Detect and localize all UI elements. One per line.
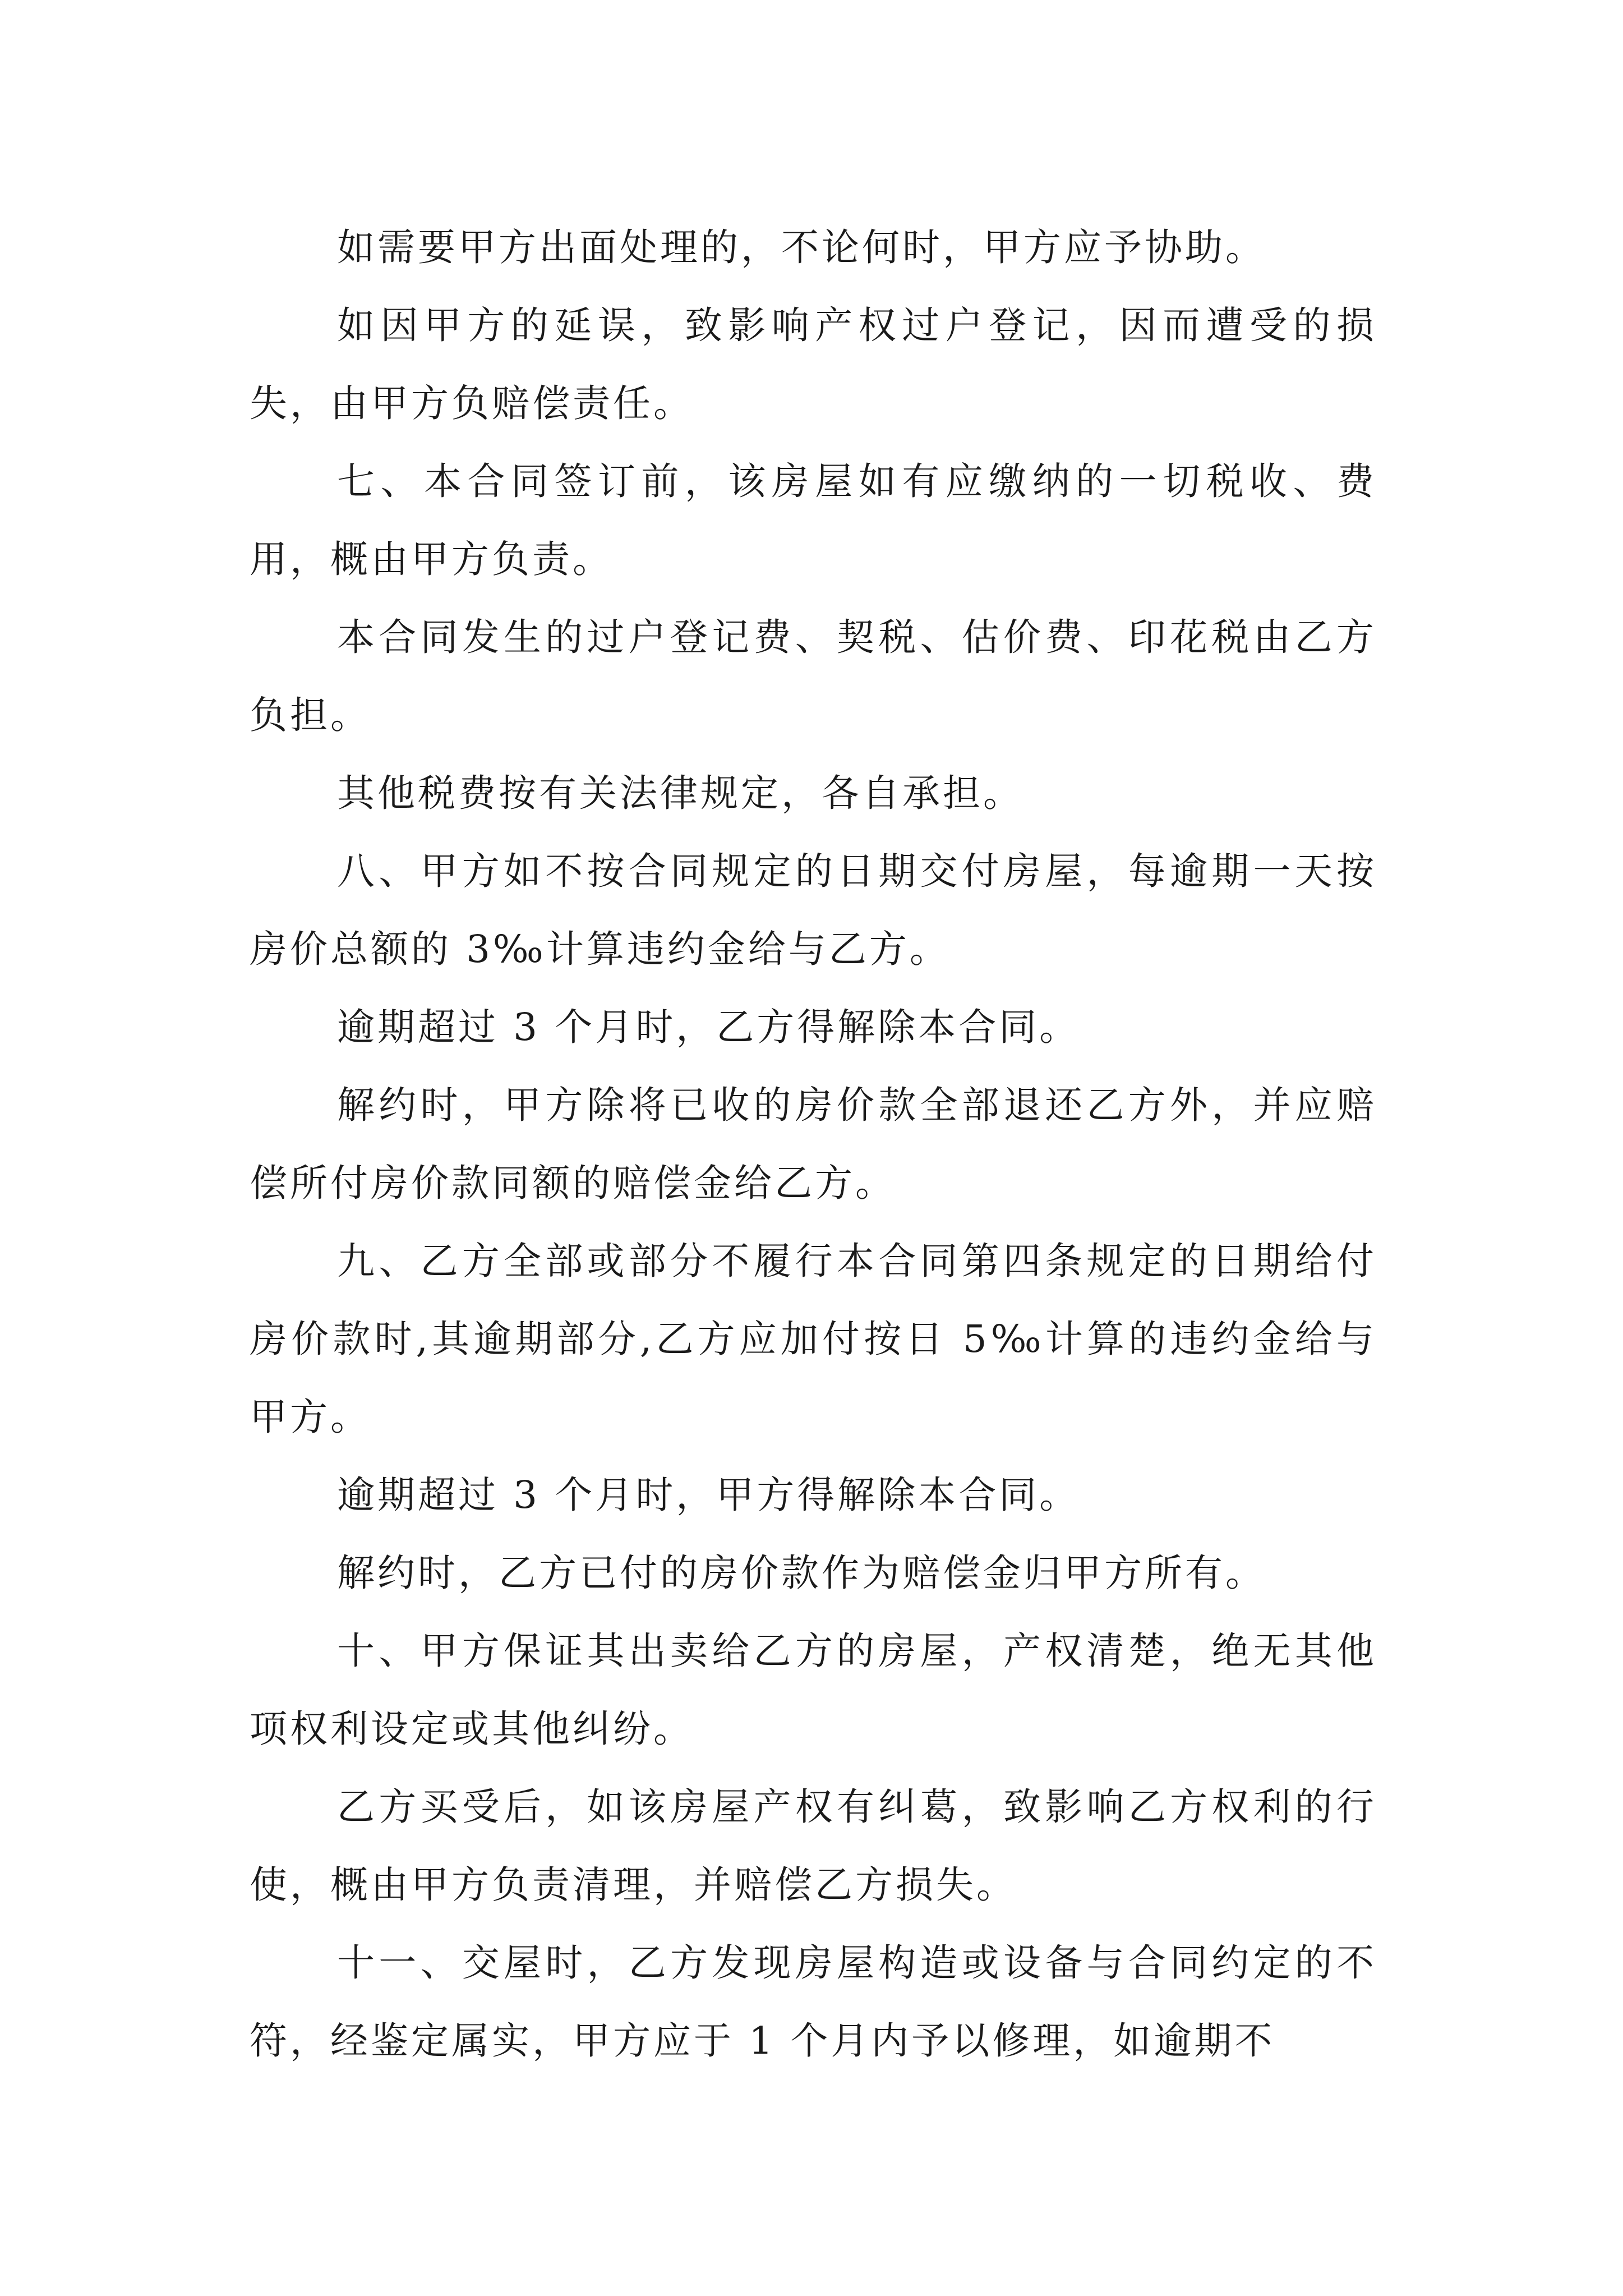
paragraph-clause-7: 七、本合同签订前，该房屋如有应缴纳的一切税收、费用，概由甲方负责。	[250, 459, 1377, 581]
paragraph-transfer-fees: 本合同发生的过户登记费、契税、估价费、印花税由乙方负担。	[250, 615, 1377, 737]
paragraph-seller-termination: 逾期超过 3 个月时，甲方得解除本合同。	[337, 1473, 1080, 1517]
paragraph-clause-8: 八、甲方如不按合同规定的日期交付房屋，每逾期一天按房价总额的 3‰计算违约金给与乙方。	[250, 849, 1377, 971]
paragraph-assist: 如需要甲方出面处理的，不论何时，甲方应予协助。	[337, 226, 1266, 269]
paragraph-seller-refund: 解约时，甲方除将已收的房价款全部退还乙方外，并应赔偿所付房价款同额的赔偿金给乙方。	[250, 1083, 1377, 1205]
paragraph-other-taxes: 其他税费按有关法律规定，各自承担。	[337, 771, 1023, 815]
paragraph-clause-9: 九、乙方全部或部分不履行本合同第四条规定的日期给付房价款时,其逾期部分,乙方应加付按日 5‰计算的违约金给与甲方。	[250, 1239, 1377, 1439]
paragraph-clause-11: 十一、交屋时，乙方发现房屋构造或设备与合同约定的不符，经鉴定属实，甲方应于 1 个月内予以修理，如逾期不	[250, 1941, 1377, 2063]
paragraph-forfeit: 解约时，乙方已付的房价款作为赔偿金归甲方所有。	[337, 1551, 1266, 1595]
paragraph-title-dispute: 乙方买受后，如该房屋产权有纠葛，致影响乙方权利的行使，概由甲方负责清理，并赔偿乙方损失。	[250, 1785, 1377, 1907]
document-body	[250, 209, 1377, 2080]
paragraph-delay-liability: 如因甲方的延误，致影响产权过户登记，因而遭受的损失，由甲方负赔偿责任。	[250, 303, 1377, 425]
paragraph-clause-10: 十、甲方保证其出卖给乙方的房屋，产权清楚，绝无其他项权利设定或其他纠纷。	[250, 1629, 1377, 1751]
paragraph-buyer-termination: 逾期超过 3 个月时，乙方得解除本合同。	[337, 1005, 1080, 1049]
